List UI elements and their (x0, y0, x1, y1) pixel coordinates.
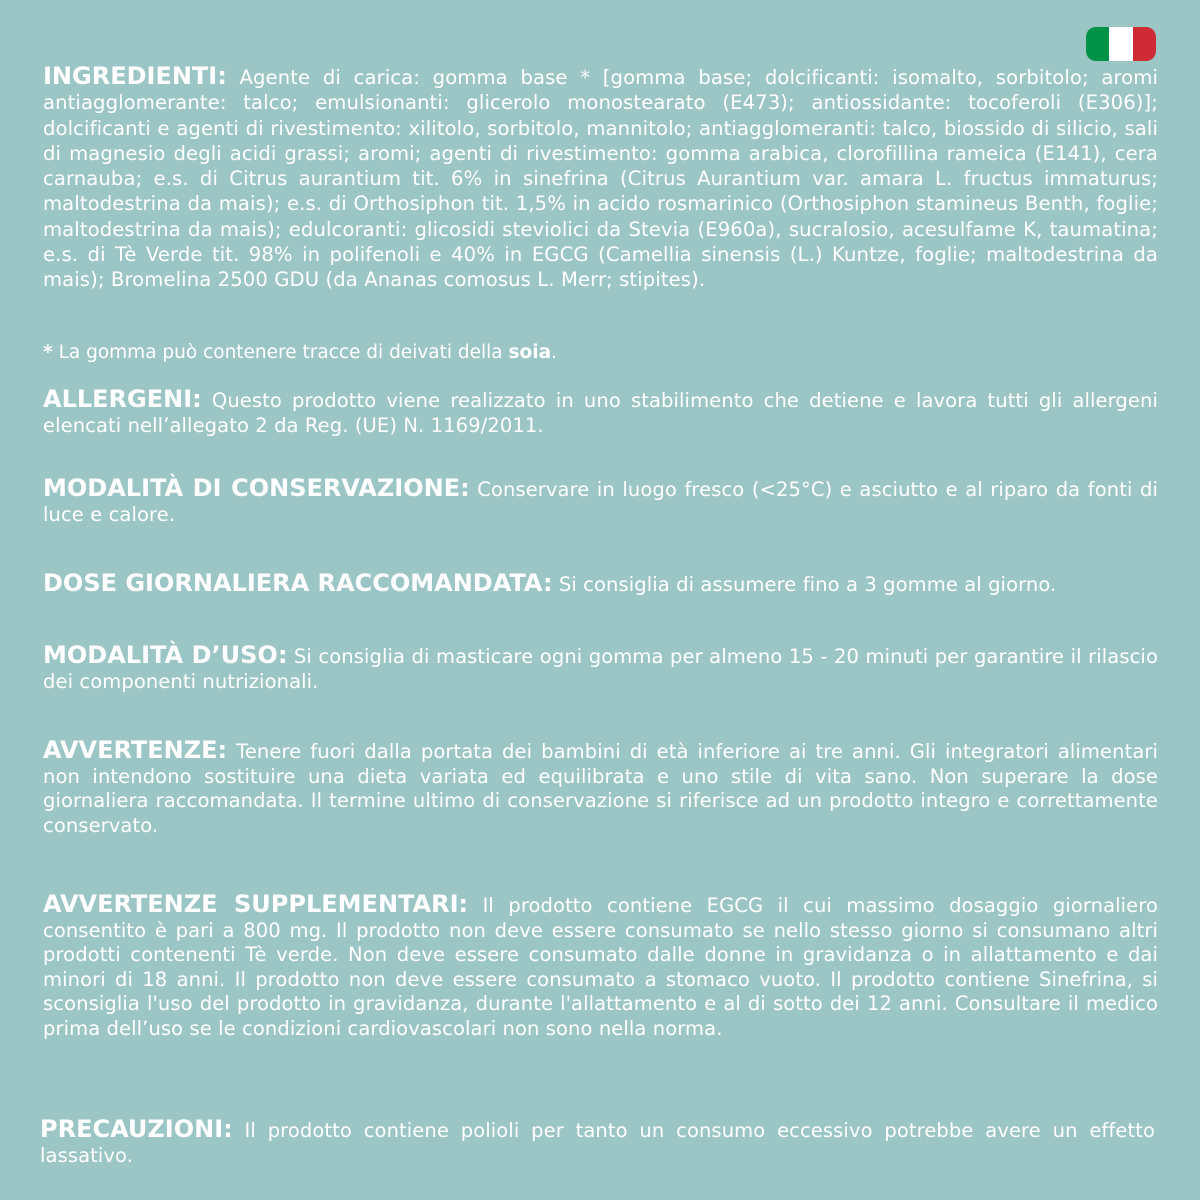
additional-warnings-text: Il prodotto contiene EGCG il cui massimo dosaggio giornaliero consentito è pari a 800 mg. Il prodotto non deve essere consumato se nello stesso giorno si consumano altri prodotti contenenti Tè verde. Non deve essere consumato dalle donne in gravidanza o in allattamento e dai minori di 18 anni. Il prodotto non deve essere consumato a stomaco vuoto. Il prodotto contiene Sinefrina, si sconsiglia l'uso del prodotto in gravidanza, durante l'allattamento e al di sotto dei 12 anni. Consultare il medico prima dell’uso se le condizioni cardiovascolari non sono nella norma. (43, 894, 1158, 1040)
storage-section (43, 476, 1158, 527)
warnings-text: Tenere fuori dalla portata dei bambini di età inferiore ai tre anni. Gli integratori alimentari non intendono sostituire una dieta variata ed equilibrata e uno stile di vita sano. Non superare la dose giornaliera raccomandata. Il termine ultimo di conservazione si riferisce ad un prodotto integro e correttamente conservato. (43, 740, 1158, 837)
flag-stripe-red (1133, 27, 1156, 61)
flag-stripe-green (1086, 27, 1109, 61)
storage-heading: MODALITÀ DI CONSERVAZIONE: (43, 474, 470, 502)
warnings-heading: AVVERTENZE: (43, 736, 228, 764)
warnings-section (43, 738, 1158, 838)
note-text: La gomma può contenere tracce di deivati della (52, 342, 509, 363)
ingredients-section (43, 64, 1158, 293)
additional-warnings-section (43, 892, 1158, 1041)
ingredients-text: Agente di carica: gomma base * [gomma base; dolcificanti: isomalto, sorbitolo; aromi antiagglomerante: talco; emulsionanti: glicerolo monostearato (E473); antiossidante: tocoferoli (E306)]; dolcificanti e agenti di rivestimento: xilitolo, sorbitolo, mannitolo; antiagglomeranti: talco, biossido di silicio, sali di magnesio degli acidi grassi; aromi; agenti di rivestimento: gomma arabica, clorofillina rameica (E141), cera carnauba; e.s. di Citrus aurantium tit. 6% in sinefrina (Citrus Aurantium var. amara L. fructus immaturus; maltodestrina da mais); e.s. di Orthosiphon tit. 1,5% in acido rosmarinico (Orthosiphon stamineus Benth, foglie; maltodestrina da mais); edulcoranti: glicosidi steviolici da Stevia (E960a), sucralosio, acesulfame K, taumatina; e.s. di Tè Verde tit. 98% in polifenoli e 40% in EGCG (Camellia sinensis (L.) Kuntze, foglie; maltodestrina da mais); Bromelina 2500 GDU (da Ananas comosus L. Merr; stipites). (43, 66, 1158, 292)
note-asterisk: * (43, 342, 53, 363)
daily-dose-heading: DOSE GIORNALIERA RACCOMANDATA: (43, 569, 553, 597)
additional-warnings-heading: AVVERTENZE SUPPLEMENTARI: (43, 890, 469, 918)
allergen-note (43, 341, 1158, 365)
note-bold-word: soia (508, 342, 552, 363)
usage-text: Si consiglia di masticare ogni gomma per almeno 15 - 20 minuti per garantire il rilascio dei componenti nutrizionali. (43, 645, 1158, 693)
allergens-section (43, 387, 1158, 438)
usage-section (43, 643, 1158, 694)
daily-dose-section (43, 571, 1158, 598)
usage-heading: MODALITÀ D’USO: (43, 641, 288, 669)
daily-dose-text: Si consiglia di assumere fino a 3 gomme al giorno. (558, 573, 1057, 596)
precautions-section (40, 1117, 1155, 1168)
ingredients-heading: INGREDIENTI: (43, 62, 227, 90)
italian-flag-icon (1086, 27, 1156, 61)
precautions-heading: PRECAUZIONI: (40, 1115, 233, 1143)
flag-stripe-white (1109, 27, 1132, 61)
allergens-text: Questo prodotto viene realizzato in uno stabilimento che detiene e lavora tutti gli allergeni elencati nell’allegato 2 da Reg. (UE) N. 1169/2011. (43, 389, 1158, 437)
note-end: . (551, 342, 557, 363)
storage-text: Conservare in luogo fresco (<25°C) e asciutto e al riparo da fonti di luce e calore. (43, 478, 1158, 526)
allergens-heading: ALLERGENI: (43, 385, 202, 413)
precautions-text: Il prodotto contiene polioli per tanto un consumo eccessivo potrebbe avere un effetto lassativo. (40, 1119, 1155, 1167)
